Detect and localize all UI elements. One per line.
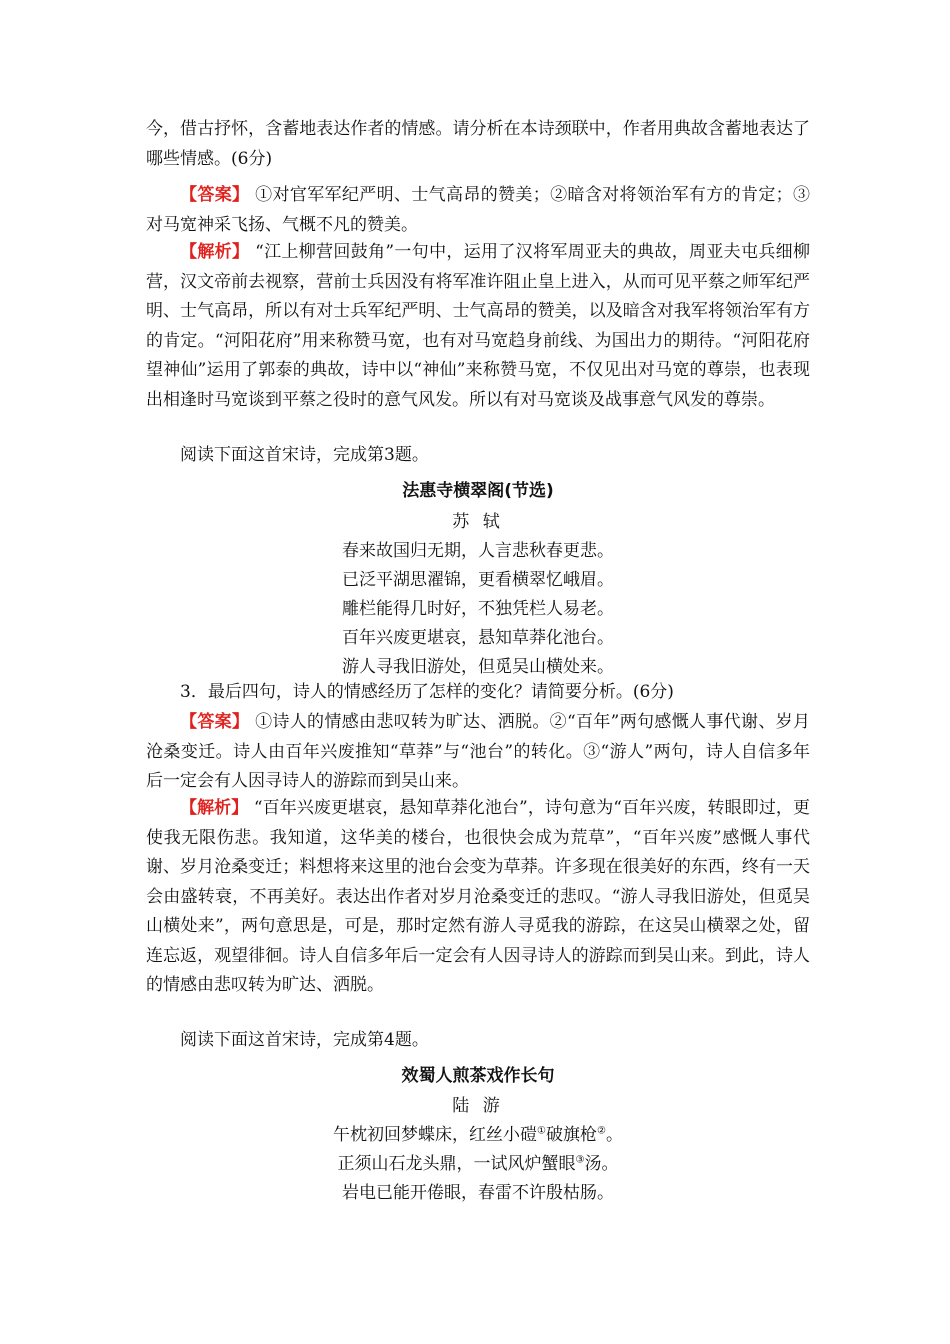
intro-question-3: 阅读下面这首宋诗，完成第3题。	[180, 445, 429, 465]
poem1-line: 雕栏能得几时好，不独凭栏人易老。	[342, 599, 614, 619]
poem2-line: 岩电已能开倦眼，春雷不许殷枯肠。	[342, 1183, 614, 1203]
poem1-line: 游人寻我旧游处，但觅吴山横处来。	[342, 657, 614, 677]
q3-question: 3．最后四句，诗人的情感经历了怎样的变化？请简要分析。(6分)	[180, 682, 674, 702]
answer-label: 【答案】	[180, 712, 250, 732]
poem1-title: 法惠寺横翠阁(节选)	[402, 481, 554, 501]
q3-analysis: 【解析】 “百年兴废更堪哀，悬知草莽化池台”，诗句意为“百年兴废，转眼即过，更使我无限伤悲。我知道，这华美的楼台，也很快会成为荒草”，“百年兴废”感慨人事代谢、岁月沧桑变迁；料想将来这里的池台会变为草莽。许多现在很美好的东西，终有一天会由盛转衰，不再美好。表达出作者对岁月沧桑变迁的悲叹。“游人寻我旧游处，但觅吴山横处来”，两句意思是，可是，那时定然有游人寻觅我的游踪，在这吴山横翠之处，留连忘返，观望徘徊。诗人自信多年后一定会有人因寻诗人的游踪而到吴山来。到此，诗人的情感由悲叹转为旷达、洒脱。	[146, 798, 810, 995]
poem1-line: 百年兴废更堪哀，悬知草莽化池台。	[342, 628, 614, 648]
answer-label: 【答案】	[180, 185, 250, 205]
q3-answer: 【答案】 ①诗人的情感由悲叹转为旷达、洒脱。②“百年”两句感慨人事代谢、岁月沧桑变迁。诗人由百年兴废推知“草莽”与“池台”的转化。③“游人”两句，诗人自信多年后一定会有人因寻诗人的游踪而到吴山来。	[146, 712, 810, 791]
poem1-line: 春来故国归无期，人言悲秋春更悲。	[342, 541, 614, 561]
q2-answer: 【答案】 ①对官军军纪严明、士气高昂的赞美；②暗含对将领治军有方的肯定；③对马宽神采飞扬、气概不凡的赞美。	[146, 185, 811, 235]
poem2-line: 正须山石龙头鼎，一试风炉蟹眼③汤。	[337, 1154, 619, 1174]
analysis-label: 【解析】	[180, 798, 249, 818]
poem2-title: 效蜀人煎茶戏作长句	[401, 1066, 555, 1086]
footnote-marker: ①	[537, 1125, 546, 1137]
poem2-line: 午枕初回梦蝶床，红丝小磑①破旗枪②。	[333, 1125, 623, 1145]
analysis-label: 【解析】	[180, 242, 250, 262]
intro-question-4: 阅读下面这首宋诗，完成第4题。	[180, 1030, 429, 1050]
footnote-marker: ③	[575, 1154, 585, 1166]
footnote-marker: ②	[597, 1125, 606, 1137]
q2-question-tail: 今，借古抒怀，含蓄地表达作者的情感。请分析在本诗颈联中，作者用典故含蓄地表达了哪些情感。(6分)	[146, 119, 810, 169]
poem1-line: 已泛平湖思濯锦，更看横翠忆峨眉。	[342, 570, 614, 590]
poem1-author: 苏 轼	[452, 512, 504, 532]
poem2-author: 陆 游	[452, 1096, 504, 1116]
q2-analysis: 【解析】 “江上柳营回鼓角”一句中，运用了汉将军周亚夫的典故，周亚夫屯兵细柳营，汉文帝前去视察，营前士兵因没有将军准许阻止皇上进入，从而可见平蔡之师军纪严明、士气高昂，所以有对士兵军纪严明、士气高昂的赞美，以及暗含对我军将领治军有方的肯定。“河阳花府”用来称赞马宽，也有对马宽趋身前线、为国出力的期待。“河阳花府望神仙”运用了郭泰的典故，诗中以“神仙”来称赞马宽，不仅见出对马宽的尊崇，也表现出相逢时马宽谈到平蔡之役时的意气风发。所以有对马宽谈及战事意气风发的尊崇。	[146, 242, 810, 410]
